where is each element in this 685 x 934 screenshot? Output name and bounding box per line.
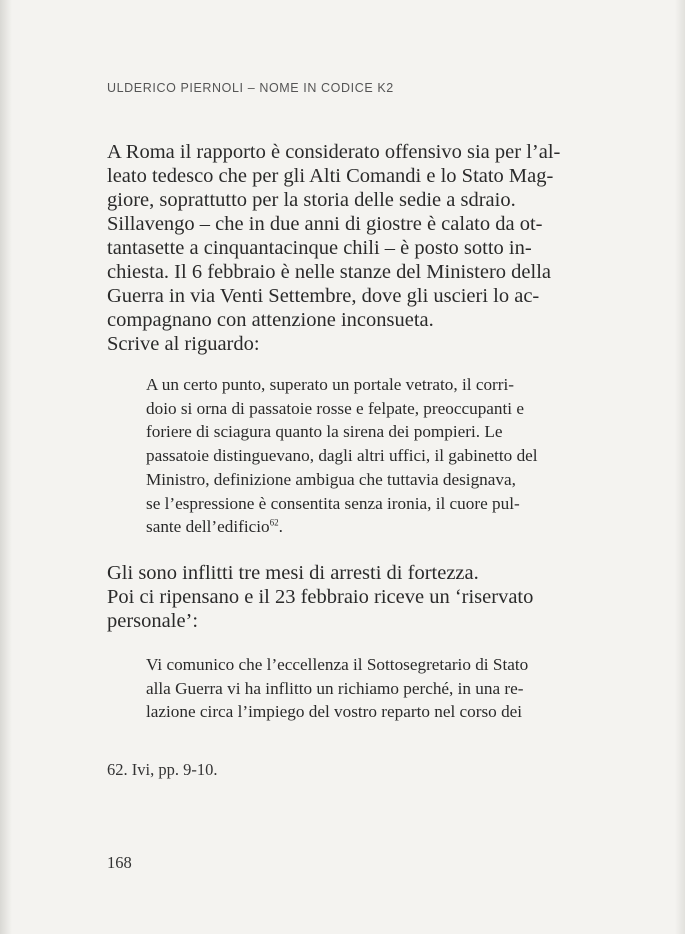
text-line: Poi ci ripensano e il 23 febbraio riceve un ‘riservato — [107, 586, 534, 608]
footnote: 62. Ivi, pp. 9-10. — [107, 760, 218, 779]
page-gutter-shadow — [0, 0, 12, 934]
block-quote-1 — [146, 373, 586, 539]
text-line: compagnano con attenzione inconsueta. — [107, 309, 434, 331]
quote-line-text: sante dell’edificio — [146, 517, 270, 537]
quote-line: foriere di sciagura quanto la sirena dei pompieri. Le — [146, 422, 503, 442]
page-edge-shadow — [675, 0, 685, 934]
text-line: Sillavengo – che in due anni di giostre è calato da ot- — [107, 213, 543, 235]
text-line: leato tedesco che per gli Alti Comandi e lo Stato Mag- — [107, 165, 554, 187]
quote-line: Vi comunico che l’eccellenza il Sottosegretario di Stato — [146, 655, 529, 674]
block-quote-2 — [146, 653, 586, 724]
quote-line-last — [146, 515, 586, 539]
text-line: tantasette a cinquantacinque chili – è posto sotto in- — [107, 237, 532, 259]
running-header: ULDERICO PIERNOLI – NOME IN CODICE K2 — [107, 81, 394, 95]
page-number: 168 — [107, 853, 132, 872]
text-line: A Roma il rapporto è considerato offensivo sia per l’al- — [107, 141, 561, 163]
quote-line: lazione circa l’impiego del vostro reparto nel corso dei — [146, 702, 523, 722]
footnote-reference[interactable]: 62 — [269, 517, 279, 528]
quote-line: se l’espressione è consentita senza ironia, il cuore pul- — [146, 493, 520, 513]
quote-line: passatoie distinguevano, dagli altri uffici, il gabinetto del — [146, 446, 538, 466]
text-line: chiesta. Il 6 febbraio è nelle stanze del Ministero della — [107, 261, 551, 283]
quote-line: Ministro, definizione ambigua che tuttavia designava, — [146, 469, 516, 489]
quote-line: A un certo punto, superato un portale vetrato, il corri- — [146, 375, 514, 394]
text-line: giore, soprattutto per la storia delle sedie a sdraio. — [107, 189, 516, 211]
text-line: Gli sono inflitti tre mesi di arresti di fortezza. — [107, 562, 479, 584]
quote-line: alla Guerra vi ha inflitto un richiamo perché, in una re- — [146, 678, 524, 698]
body-paragraph-2 — [107, 561, 585, 633]
body-paragraph-1 — [107, 140, 585, 356]
quote-line: doio si orna di passatoie rosse e felpate, preoccupanti e — [146, 398, 524, 418]
text-line: Guerra in via Venti Settembre, dove gli uscieri lo ac- — [107, 285, 540, 307]
text-line: personale’: — [107, 610, 199, 632]
quote-end-punct: . — [278, 517, 283, 537]
text-line: Scrive al riguardo: — [107, 333, 260, 355]
